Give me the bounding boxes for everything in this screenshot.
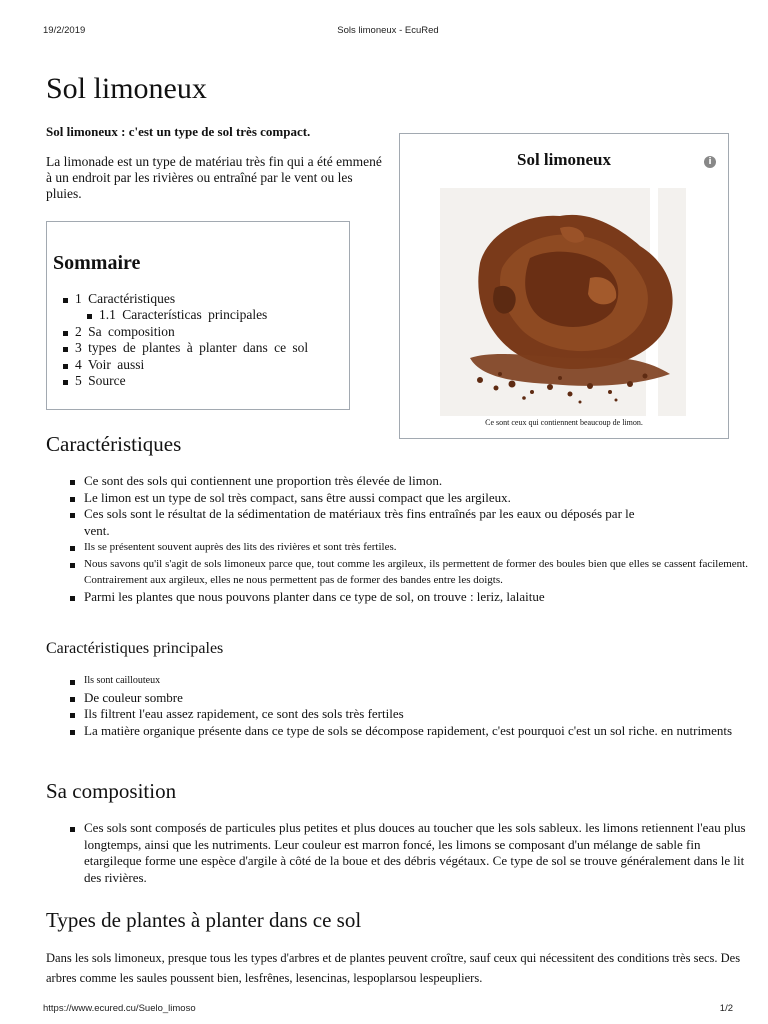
page-url: https://www.ecured.cu/Suelo_limoso (43, 1003, 196, 1014)
section-heading-composition: Sa composition (46, 779, 177, 803)
list-item: Le limon est un type de sol très compact, sans être aussi compact que les argileux. (84, 490, 748, 507)
list-item: La matière organique présente dans ce type de sols se décompose rapidement, c'est pourquoi c'est un sol riche. en nutriments (84, 723, 748, 740)
info-icon[interactable]: i (704, 156, 716, 168)
print-date: 19/2/2019 (43, 25, 86, 36)
principales-list (84, 673, 748, 739)
list-item: Ils filtrent l'eau assez rapidement, ce sont des sols très fertiles (84, 706, 748, 723)
list-item: Nous savons qu'il s'agit de sols limoneux parce que, tout comme les argileux, ils permettent de former des boules bien que elles se cassent facilement. Contrairement aux argileux, elles ne nous permettent pas de former des bandes entre les doigts. (84, 556, 748, 589)
types-paragraph: Dans les sols limoneux, presque tous les types d'arbres et de plantes peuvent croître, sauf ceux qui nécessitent des conditions très secs. Des arbres comme les saules poussent bien, lesfrênes, lesencinas, lespoplarsou lespeupliers. (46, 951, 741, 985)
list-item: Parmi les plantes que nous pouvons planter dans ce type de sol, on trouve : leriz, lalaitue (84, 589, 748, 606)
page-number: 1/2 (719, 1003, 733, 1014)
infobox (399, 133, 729, 439)
toc-item[interactable]: 5 Source (75, 373, 308, 389)
list-item: Ces sols sont le résultat de la sédimentation de matériaux très fins entraînés par les eaux ou déposés par le vent. (84, 506, 644, 539)
list-item: De couleur sombre (84, 690, 748, 707)
infobox-caption: Ce sont ceux qui contiennent beaucoup de limon. (485, 418, 643, 427)
section-heading-caracteristiques: Caractéristiques (46, 432, 182, 456)
section-heading-types: Types de plantes à planter dans ce sol (46, 908, 362, 932)
print-footer (43, 1003, 733, 1015)
page-title: Sol limoneux (46, 72, 207, 105)
toc-subitem[interactable]: 1.1 Características principales (75, 307, 308, 323)
list-item: Ils se présentent souvent auprès des lits des rivières et sont très fertiles. (84, 539, 748, 556)
list-item: Ils sont caillouteux (84, 673, 748, 690)
table-of-contents (46, 221, 350, 410)
toc-item[interactable]: 4 Voir aussi (75, 357, 308, 373)
toc-item[interactable]: 1 Caractéristiques (75, 291, 308, 307)
soil-photo[interactable] (440, 188, 686, 416)
intro-definition: Sol limoneux : c'est un type de sol très compact. (46, 124, 311, 139)
list-item: Ces sols sont composés de particules plus petites et plus douces au toucher que les sols sableux. les limons retiennent l'eau plus longtemps, ainsi que les nutriments. Leur couleur est marron foncé, les limons se composant d'un mélange de sable fin etargileque forme une espèce d'argile à côté de la boue et des débris végétaux. Ce type de sol se trouve généralement dans le lit des rivières. (84, 820, 748, 886)
caracteristiques-list (84, 473, 748, 605)
list-item: Ce sont des sols qui contiennent une proportion très élevée de limon. (84, 473, 748, 490)
soil-clump-image (440, 188, 686, 416)
toc-title: Sommaire (53, 252, 141, 274)
infobox-title: Sol limoneux (517, 150, 611, 169)
print-header (43, 25, 733, 37)
intro-paragraph: La limonade est un type de matériau très fin qui a été emmené à un endroit par les rivières ou entraîné par le vent ou les pluies. (46, 154, 382, 201)
section-heading-principales: Caractéristiques principales (46, 640, 224, 657)
toc-item[interactable]: 3 types de plantes à planter dans ce sol (75, 340, 309, 356)
print-page-title: Sols limoneux - EcuRed (337, 25, 439, 36)
composition-list (84, 820, 748, 886)
toc-item[interactable]: 2 Sa composition (75, 324, 308, 340)
toc-list (75, 291, 308, 389)
